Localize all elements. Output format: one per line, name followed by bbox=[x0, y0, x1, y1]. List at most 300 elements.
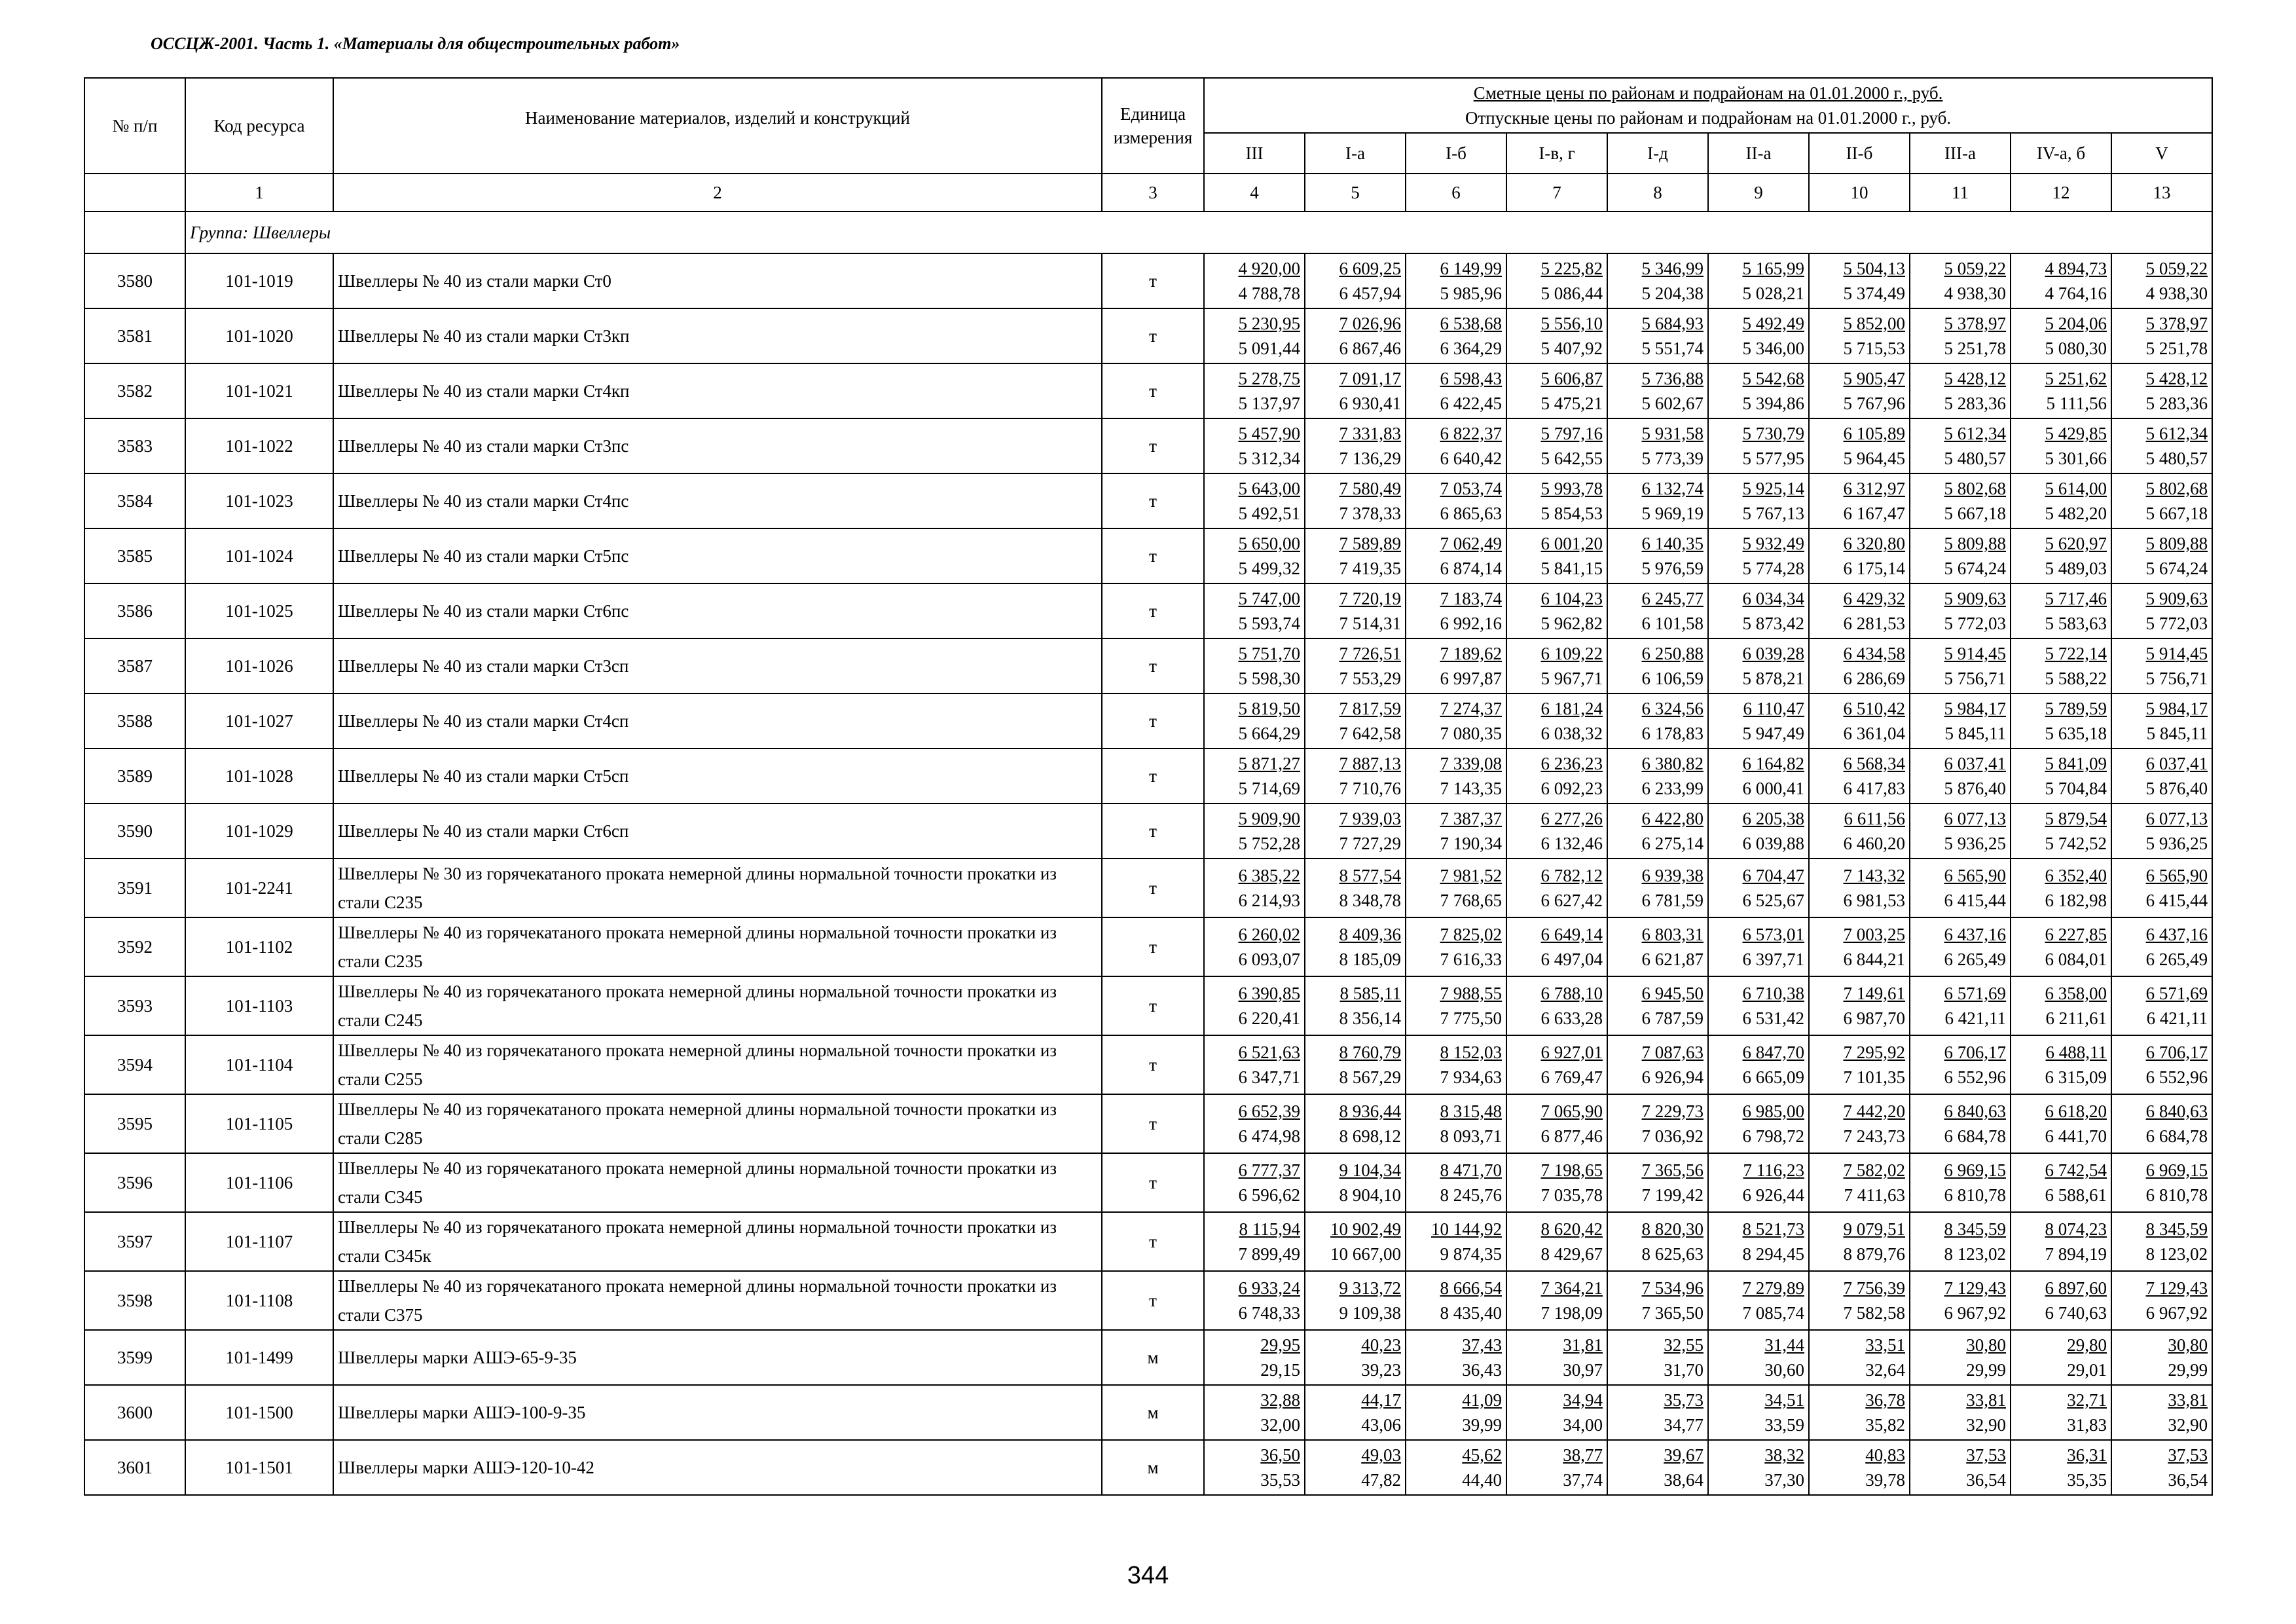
release-price: 5 767,13 bbox=[1742, 504, 1804, 523]
release-price: 6 315,09 bbox=[2045, 1067, 2107, 1087]
table-row bbox=[84, 583, 2212, 638]
release-price: 7 378,33 bbox=[1339, 504, 1401, 523]
price-cell bbox=[1506, 1035, 1607, 1094]
estimate-price: 7 580,49 bbox=[1339, 479, 1401, 498]
price-cell bbox=[1506, 1330, 1607, 1385]
release-price: 5 752,28 bbox=[1238, 834, 1300, 853]
header-price-release: Отпускные цены по районам и подрайонам на 01.01.2000 г., руб. bbox=[1465, 108, 1952, 128]
price-cell bbox=[1506, 976, 1607, 1035]
price-cell bbox=[1204, 1035, 1305, 1094]
header-prices bbox=[1204, 78, 2212, 133]
price-cell bbox=[1809, 1212, 1910, 1271]
price-cell bbox=[1809, 583, 1910, 638]
release-price: 6 525,67 bbox=[1742, 891, 1804, 910]
price-cell bbox=[1910, 748, 2011, 803]
estimate-price: 7 720,19 bbox=[1339, 589, 1401, 608]
estimate-price: 38,32 bbox=[1764, 1445, 1804, 1465]
release-price: 6 930,41 bbox=[1339, 394, 1401, 413]
release-price: 5 773,39 bbox=[1641, 449, 1704, 468]
price-cell bbox=[1809, 638, 1910, 693]
release-price: 6 748,33 bbox=[1238, 1303, 1300, 1323]
release-price: 29,01 bbox=[2067, 1360, 2107, 1380]
estimate-price: 6 822,37 bbox=[1440, 424, 1502, 443]
estimate-price: 6 380,82 bbox=[1641, 754, 1704, 773]
resource-code: 101-1025 bbox=[185, 583, 333, 638]
estimate-price: 6 611,56 bbox=[1844, 809, 1905, 828]
header-unit: Единица измерения bbox=[1102, 78, 1204, 174]
release-price: 6 286,69 bbox=[1843, 669, 1905, 688]
estimate-price: 5 612,34 bbox=[1944, 424, 2006, 443]
estimate-price: 6 205,38 bbox=[1742, 809, 1804, 828]
estimate-price: 6 358,00 bbox=[2045, 984, 2107, 1003]
estimate-price: 7 116,23 bbox=[1743, 1160, 1804, 1180]
price-cell bbox=[1305, 693, 1406, 748]
estimate-price: 36,31 bbox=[2067, 1445, 2107, 1465]
unit-of-measure: т bbox=[1102, 1094, 1204, 1153]
estimate-price: 5 457,90 bbox=[1238, 424, 1300, 443]
price-cell bbox=[1809, 363, 1910, 418]
estimate-price: 7 331,83 bbox=[1339, 424, 1401, 443]
estimate-price: 6 568,34 bbox=[1843, 754, 1905, 773]
estimate-price: 37,53 bbox=[2168, 1445, 2208, 1465]
document-header-title: ОССЦЖ-2001. Часть 1. «Материалы для общестроительных работ» bbox=[151, 34, 680, 53]
header-region: II-б bbox=[1809, 133, 1910, 174]
price-cell bbox=[1607, 1271, 1708, 1330]
release-price: 35,35 bbox=[2067, 1470, 2107, 1490]
material-name: Швеллеры марки АШЭ-100-9-35 bbox=[333, 1385, 1102, 1440]
estimate-price: 6 140,35 bbox=[1641, 534, 1704, 553]
estimate-price: 7 582,02 bbox=[1843, 1160, 1905, 1180]
price-cell bbox=[1809, 253, 1910, 308]
price-cell bbox=[1809, 1094, 1910, 1153]
release-price: 6 441,70 bbox=[2045, 1126, 2107, 1146]
estimate-price: 6 985,00 bbox=[1742, 1101, 1804, 1121]
table-row bbox=[84, 858, 2212, 917]
price-cell bbox=[1708, 363, 1809, 418]
price-cell bbox=[1607, 308, 1708, 363]
material-name: Швеллеры № 40 из горячекатаного проката немерной длины нормальной точности прокатки из стали С285 bbox=[333, 1094, 1102, 1153]
release-price: 5 251,78 bbox=[1944, 339, 2006, 358]
price-cell bbox=[1708, 418, 1809, 473]
price-cell bbox=[1607, 418, 1708, 473]
unit-of-measure: т bbox=[1102, 528, 1204, 583]
price-cell bbox=[1708, 1271, 1809, 1330]
price-cell bbox=[1910, 473, 2011, 528]
release-price: 6 640,42 bbox=[1440, 449, 1502, 468]
price-cell bbox=[1305, 528, 1406, 583]
price-cell bbox=[1607, 748, 1708, 803]
estimate-price: 6 510,42 bbox=[1843, 699, 1905, 718]
release-price: 10 667,00 bbox=[1330, 1244, 1401, 1264]
release-price: 5 936,25 bbox=[2145, 834, 2208, 853]
release-price: 7 036,92 bbox=[1641, 1126, 1704, 1146]
material-name: Швеллеры № 40 из горячекатаного проката немерной длины нормальной точности прокатки из стали С345 bbox=[333, 1153, 1102, 1212]
estimate-price: 5 612,34 bbox=[2145, 424, 2208, 443]
release-price: 5 845,11 bbox=[2146, 724, 2208, 743]
release-price: 5 772,03 bbox=[2145, 614, 2208, 633]
price-cell bbox=[2011, 1440, 2111, 1495]
release-price: 6 422,45 bbox=[1440, 394, 1502, 413]
material-name: Швеллеры № 40 из стали марки Ст3пс bbox=[333, 418, 1102, 473]
table-row bbox=[84, 253, 2212, 308]
estimate-price: 6 039,28 bbox=[1742, 644, 1804, 663]
estimate-price: 8 820,30 bbox=[1641, 1219, 1704, 1239]
price-cell bbox=[1506, 803, 1607, 858]
release-price: 6 178,83 bbox=[1641, 724, 1704, 743]
price-cell bbox=[1406, 583, 1506, 638]
release-price: 7 616,33 bbox=[1440, 950, 1502, 969]
estimate-price: 5 059,22 bbox=[1944, 259, 2006, 278]
price-cell bbox=[1809, 1035, 1910, 1094]
price-cell bbox=[1607, 363, 1708, 418]
estimate-price: 40,83 bbox=[1865, 1445, 1905, 1465]
estimate-price: 38,77 bbox=[1563, 1445, 1603, 1465]
price-cell bbox=[1607, 1385, 1708, 1440]
price-cell bbox=[1305, 976, 1406, 1035]
price-cell bbox=[2111, 253, 2212, 308]
estimate-price: 45,62 bbox=[1462, 1445, 1502, 1465]
price-cell bbox=[1204, 693, 1305, 748]
estimate-price: 7 442,20 bbox=[1843, 1101, 1905, 1121]
price-cell bbox=[1305, 1330, 1406, 1385]
release-price: 5 283,36 bbox=[2145, 394, 2208, 413]
page-number: 344 bbox=[1127, 1562, 1169, 1589]
price-cell bbox=[2011, 638, 2111, 693]
release-price: 5 742,52 bbox=[2045, 834, 2107, 853]
table-row bbox=[84, 473, 2212, 528]
material-name: Швеллеры № 40 из горячекатаного проката немерной длины нормальной точности прокатки из стали С345к bbox=[333, 1212, 1102, 1271]
estimate-price: 6 488,11 bbox=[2045, 1043, 2107, 1062]
material-name: Швеллеры № 40 из горячекатаного проката немерной длины нормальной точности прокатки из стали С255 bbox=[333, 1035, 1102, 1094]
release-price: 6 552,96 bbox=[2145, 1067, 2208, 1087]
table-row bbox=[84, 1271, 2212, 1330]
resource-code: 101-1104 bbox=[185, 1035, 333, 1094]
price-cell bbox=[2011, 1035, 2111, 1094]
release-price: 6 874,14 bbox=[1440, 559, 1502, 578]
row-number: 3580 bbox=[84, 253, 185, 308]
header-num: № п/п bbox=[84, 78, 185, 174]
release-price: 5 854,53 bbox=[1540, 504, 1603, 523]
estimate-price: 7 229,73 bbox=[1641, 1101, 1704, 1121]
estimate-price: 6 897,60 bbox=[2045, 1278, 2107, 1298]
estimate-price: 6 422,80 bbox=[1641, 809, 1704, 828]
price-cell bbox=[1406, 1153, 1506, 1212]
release-price: 6 214,93 bbox=[1238, 891, 1300, 910]
price-cell bbox=[1708, 1330, 1809, 1385]
price-cell bbox=[1204, 1212, 1305, 1271]
estimate-price: 10 902,49 bbox=[1330, 1219, 1401, 1239]
price-cell bbox=[2111, 917, 2212, 976]
release-price: 6 132,46 bbox=[1540, 834, 1603, 853]
price-cell bbox=[1708, 1212, 1809, 1271]
release-price: 6 621,87 bbox=[1641, 950, 1704, 969]
release-price: 6 233,99 bbox=[1641, 779, 1704, 798]
group-row bbox=[84, 212, 2212, 253]
unit-of-measure: т bbox=[1102, 1153, 1204, 1212]
estimate-price: 6 037,41 bbox=[1944, 754, 2006, 773]
estimate-price: 8 936,44 bbox=[1339, 1101, 1401, 1121]
estimate-price: 7 589,89 bbox=[1339, 534, 1401, 553]
release-price: 7 553,29 bbox=[1339, 669, 1401, 688]
estimate-price: 31,81 bbox=[1563, 1335, 1603, 1355]
estimate-price: 5 204,06 bbox=[2045, 314, 2107, 333]
estimate-price: 5 797,16 bbox=[1540, 424, 1603, 443]
table-row bbox=[84, 748, 2212, 803]
resource-code: 101-2241 bbox=[185, 858, 333, 917]
price-cell bbox=[1204, 363, 1305, 418]
price-cell bbox=[2111, 1440, 2212, 1495]
header-region: I-б bbox=[1406, 133, 1506, 174]
estimate-price: 5 809,88 bbox=[2145, 534, 2208, 553]
estimate-price: 6 385,22 bbox=[1238, 866, 1300, 885]
release-price: 6 084,01 bbox=[2045, 950, 2107, 969]
release-price: 5 674,24 bbox=[1944, 559, 2006, 578]
estimate-price: 7 087,63 bbox=[1641, 1043, 1704, 1062]
price-cell bbox=[1708, 528, 1809, 583]
price-cell bbox=[1204, 253, 1305, 308]
estimate-price: 7 339,08 bbox=[1440, 754, 1502, 773]
row-number: 3592 bbox=[84, 917, 185, 976]
estimate-price: 6 788,10 bbox=[1540, 984, 1603, 1003]
estimate-price: 6 598,43 bbox=[1440, 369, 1502, 388]
row-number: 3590 bbox=[84, 803, 185, 858]
estimate-price: 9 079,51 bbox=[1843, 1219, 1905, 1239]
price-cell bbox=[1305, 418, 1406, 473]
unit-of-measure: т bbox=[1102, 693, 1204, 748]
resource-code: 101-1022 bbox=[185, 418, 333, 473]
release-price: 32,64 bbox=[1865, 1360, 1905, 1380]
price-cell bbox=[1305, 1212, 1406, 1271]
estimate-price: 6 652,39 bbox=[1238, 1101, 1300, 1121]
price-cell bbox=[1506, 1271, 1607, 1330]
release-price: 7 085,74 bbox=[1742, 1303, 1804, 1323]
release-price: 7 199,42 bbox=[1641, 1185, 1704, 1205]
price-cell bbox=[2011, 1153, 2111, 1212]
table-row bbox=[84, 1035, 2212, 1094]
release-price: 5 985,96 bbox=[1440, 284, 1502, 303]
estimate-price: 5 819,50 bbox=[1238, 699, 1300, 718]
release-price: 5 876,40 bbox=[2145, 779, 2208, 798]
release-price: 7 775,50 bbox=[1440, 1008, 1502, 1028]
price-cell bbox=[1406, 308, 1506, 363]
estimate-price: 5 841,09 bbox=[2045, 754, 2107, 773]
estimate-price: 7 149,61 bbox=[1843, 984, 1905, 1003]
column-index: 8 bbox=[1607, 174, 1708, 212]
estimate-price: 5 643,00 bbox=[1238, 479, 1300, 498]
unit-of-measure: т bbox=[1102, 308, 1204, 363]
estimate-price: 6 320,80 bbox=[1843, 534, 1905, 553]
price-cell bbox=[1406, 528, 1506, 583]
price-cell bbox=[1910, 363, 2011, 418]
header-region: IV-а, б bbox=[2011, 133, 2111, 174]
price-cell bbox=[1204, 583, 1305, 638]
estimate-price: 5 059,22 bbox=[2145, 259, 2208, 278]
estimate-price: 6 034,34 bbox=[1742, 589, 1804, 608]
estimate-price: 6 312,97 bbox=[1843, 479, 1905, 498]
release-price: 31,70 bbox=[1664, 1360, 1704, 1380]
estimate-price: 6 437,16 bbox=[1944, 925, 2006, 944]
release-price: 5 774,28 bbox=[1742, 559, 1804, 578]
estimate-price: 6 434,58 bbox=[1843, 644, 1905, 663]
estimate-price: 30,80 bbox=[2168, 1335, 2208, 1355]
release-price: 8 625,63 bbox=[1641, 1244, 1704, 1264]
estimate-price: 6 104,23 bbox=[1540, 589, 1603, 608]
price-cell bbox=[1204, 418, 1305, 473]
price-cell bbox=[1204, 748, 1305, 803]
release-price: 6 981,53 bbox=[1843, 891, 1905, 910]
estimate-price: 6 618,20 bbox=[2045, 1101, 2107, 1121]
estimate-price: 6 245,77 bbox=[1641, 589, 1704, 608]
release-price: 7 419,35 bbox=[1339, 559, 1401, 578]
price-cell bbox=[1910, 693, 2011, 748]
estimate-price: 5 984,17 bbox=[2145, 699, 2208, 718]
row-number: 3588 bbox=[84, 693, 185, 748]
price-cell bbox=[2011, 1271, 2111, 1330]
release-price: 5 482,20 bbox=[2045, 504, 2107, 523]
release-price: 39,99 bbox=[1462, 1415, 1502, 1435]
release-price: 7 894,19 bbox=[2045, 1244, 2107, 1264]
release-price: 43,06 bbox=[1361, 1415, 1401, 1435]
estimate-price: 7 129,43 bbox=[2145, 1278, 2208, 1298]
release-price: 6 810,78 bbox=[2145, 1185, 2208, 1205]
row-number: 3597 bbox=[84, 1212, 185, 1271]
estimate-price: 7 981,52 bbox=[1440, 866, 1502, 885]
price-cell bbox=[2111, 1035, 2212, 1094]
price-cell bbox=[1305, 253, 1406, 308]
estimate-price: 6 236,23 bbox=[1540, 754, 1603, 773]
estimate-price: 8 577,54 bbox=[1339, 866, 1401, 885]
release-price: 6 460,20 bbox=[1843, 834, 1905, 853]
release-price: 6 265,49 bbox=[2145, 950, 2208, 969]
release-price: 4 764,16 bbox=[2045, 284, 2107, 303]
unit-of-measure: т bbox=[1102, 583, 1204, 638]
release-price: 6 798,72 bbox=[1742, 1126, 1804, 1146]
price-cell bbox=[1708, 976, 1809, 1035]
estimate-price: 5 879,54 bbox=[2045, 809, 2107, 828]
release-price: 6 167,47 bbox=[1843, 504, 1905, 523]
estimate-price: 6 840,63 bbox=[2145, 1101, 2208, 1121]
release-price: 6 967,92 bbox=[1944, 1303, 2006, 1323]
row-number: 3599 bbox=[84, 1330, 185, 1385]
column-index: 9 bbox=[1708, 174, 1809, 212]
price-cell bbox=[2111, 1330, 2212, 1385]
estimate-price: 5 542,68 bbox=[1742, 369, 1804, 388]
release-price: 6 474,98 bbox=[1238, 1126, 1300, 1146]
price-cell bbox=[1809, 528, 1910, 583]
release-price: 5 714,69 bbox=[1238, 779, 1300, 798]
resource-code: 101-1501 bbox=[185, 1440, 333, 1495]
price-cell bbox=[2111, 1385, 2212, 1440]
estimate-price: 36,78 bbox=[1865, 1390, 1905, 1410]
estimate-price: 6 706,17 bbox=[1944, 1043, 2006, 1062]
estimate-price: 6 227,85 bbox=[2045, 925, 2107, 944]
release-price: 29,99 bbox=[2168, 1360, 2208, 1380]
estimate-price: 6 149,99 bbox=[1440, 259, 1502, 278]
price-cell bbox=[1305, 1271, 1406, 1330]
price-cell bbox=[1708, 803, 1809, 858]
release-price: 47,82 bbox=[1361, 1470, 1401, 1490]
row-number: 3582 bbox=[84, 363, 185, 418]
price-cell bbox=[1708, 917, 1809, 976]
estimate-price: 7 279,89 bbox=[1742, 1278, 1804, 1298]
estimate-price: 6 565,90 bbox=[1944, 866, 2006, 885]
price-cell bbox=[1607, 693, 1708, 748]
release-price: 6 093,07 bbox=[1238, 950, 1300, 969]
price-cell bbox=[1204, 1440, 1305, 1495]
row-number: 3598 bbox=[84, 1271, 185, 1330]
release-price: 30,97 bbox=[1563, 1360, 1603, 1380]
release-price: 30,60 bbox=[1764, 1360, 1804, 1380]
release-price: 5 602,67 bbox=[1641, 394, 1704, 413]
release-price: 6 627,42 bbox=[1540, 891, 1603, 910]
table-row bbox=[84, 1385, 2212, 1440]
release-price: 8 435,40 bbox=[1440, 1303, 1502, 1323]
release-price: 5 674,24 bbox=[2145, 559, 2208, 578]
estimate-price: 5 852,00 bbox=[1843, 314, 1905, 333]
table-row bbox=[84, 976, 2212, 1035]
estimate-price: 6 077,13 bbox=[1944, 809, 2006, 828]
release-price: 37,74 bbox=[1563, 1470, 1603, 1490]
estimate-price: 7 189,62 bbox=[1440, 644, 1502, 663]
release-price: 34,77 bbox=[1664, 1415, 1704, 1435]
release-price: 8 879,76 bbox=[1843, 1244, 1905, 1264]
release-price: 33,59 bbox=[1764, 1415, 1804, 1435]
price-cell bbox=[1809, 473, 1910, 528]
estimate-price: 5 606,87 bbox=[1540, 369, 1603, 388]
estimate-price: 5 747,00 bbox=[1238, 589, 1300, 608]
price-cell bbox=[2111, 473, 2212, 528]
estimate-price: 6 777,37 bbox=[1238, 1160, 1300, 1180]
price-cell bbox=[1708, 693, 1809, 748]
material-name: Швеллеры № 40 из стали марки Ст0 bbox=[333, 253, 1102, 308]
price-cell bbox=[2111, 693, 2212, 748]
estimate-price: 5 736,88 bbox=[1641, 369, 1704, 388]
material-name: Швеллеры № 30 из горячекатаного проката немерной длины нормальной точности прокатки из стали С235 bbox=[333, 858, 1102, 917]
release-price: 5 876,40 bbox=[1944, 779, 2006, 798]
price-cell bbox=[1506, 1094, 1607, 1153]
release-price: 6 038,32 bbox=[1540, 724, 1603, 743]
estimate-price: 7 091,17 bbox=[1339, 369, 1401, 388]
estimate-price: 6 969,15 bbox=[1944, 1160, 2006, 1180]
price-cell bbox=[1406, 1271, 1506, 1330]
price-cell bbox=[1809, 803, 1910, 858]
estimate-price: 6 037,41 bbox=[2145, 754, 2208, 773]
estimate-price: 6 260,02 bbox=[1238, 925, 1300, 944]
release-price: 5 593,74 bbox=[1238, 614, 1300, 633]
release-price: 5 772,03 bbox=[1944, 614, 2006, 633]
estimate-price: 5 556,10 bbox=[1540, 314, 1603, 333]
release-price: 5 086,44 bbox=[1540, 284, 1603, 303]
price-cell bbox=[1506, 693, 1607, 748]
resource-code: 101-1028 bbox=[185, 748, 333, 803]
price-cell bbox=[1910, 1440, 2011, 1495]
release-price: 36,43 bbox=[1462, 1360, 1502, 1380]
estimate-price: 8 620,42 bbox=[1540, 1219, 1603, 1239]
release-price: 6 633,28 bbox=[1540, 1008, 1603, 1028]
column-index: 5 bbox=[1305, 174, 1406, 212]
price-cell bbox=[2011, 803, 2111, 858]
release-price: 6 740,63 bbox=[2045, 1303, 2107, 1323]
unit-of-measure: т bbox=[1102, 1271, 1204, 1330]
row-number: 3593 bbox=[84, 976, 185, 1035]
release-price: 29,15 bbox=[1260, 1360, 1300, 1380]
column-index-empty bbox=[84, 174, 185, 212]
estimate-price: 7 939,03 bbox=[1339, 809, 1401, 828]
header-region: I-а bbox=[1305, 133, 1406, 174]
column-index: 2 bbox=[333, 174, 1102, 212]
estimate-price: 5 620,97 bbox=[2045, 534, 2107, 553]
estimate-price: 6 521,63 bbox=[1238, 1043, 1300, 1062]
